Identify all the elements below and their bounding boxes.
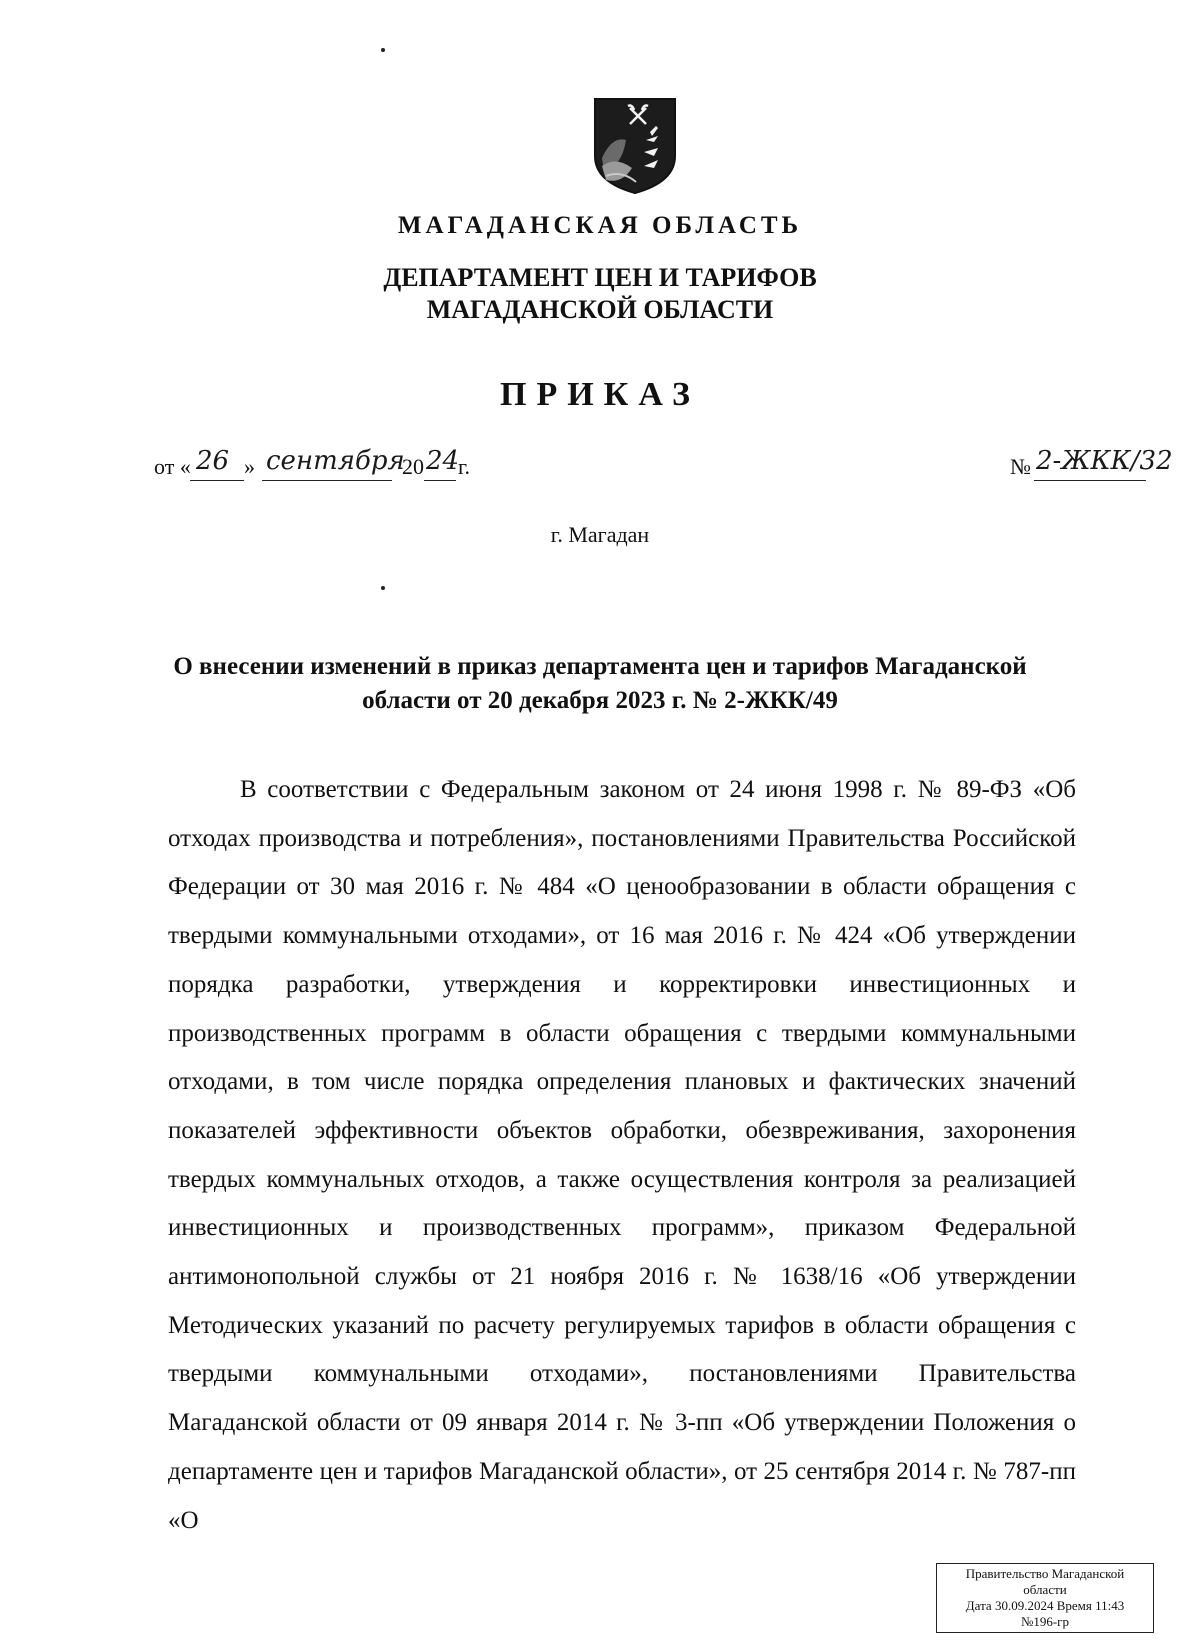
- date-month-underline: [262, 480, 392, 481]
- document-type-heading: ПРИКАЗ: [500, 376, 700, 413]
- number-line: [1010, 446, 1173, 486]
- number-underline: [1034, 480, 1146, 481]
- stamp-line-number: №196-гр: [1020, 1614, 1070, 1629]
- scan-speck: [381, 48, 385, 52]
- registration-stamp: [936, 1563, 1154, 1633]
- date-year-handwritten: 24: [426, 446, 460, 476]
- date-prefix: от «: [154, 454, 191, 479]
- body-paragraph: В соответствии с Федеральным законом от 24 июня 1998 г. № 89-ФЗ «Об отходах производства и потребления», постановлениями Правительства Российской Федерации от 30 мая 2016 г. № 484 «О ценообразовании в области обращения с твердыми коммунальными отходами», от 16 мая 2016 г. № 424 «Об утверждении порядка разработки, утверждения и корректировки инвестиционных и производственных программ в области обращения с твердыми коммунальными отходами, в том числе порядка определения плановых и фактических значений показателей эффективности объектов обработки, обезвреживания, захоронения твердых коммунальных отходов, а также осуществления контроля за реализацией инвестиционных и производственных программ», приказом Федеральной антимонопольной службы от 21 ноября 2016 г. № 1638/16 «Об утверждении Методических указаний по расчету регулируемых тарифов в области обращения с твердыми коммунальными отходами», постановлениями Правительства Магаданской области от 09 января 2014 г. № 3-пп «Об утверждении Положения о департаменте цен и тарифов Магаданской области», от 25 сентября 2014 г. № 787-пп «О: [168, 776, 1076, 1534]
- stamp-line-date-time: Дата 30.09.2024 Время 11:43: [965, 1598, 1125, 1613]
- stamp-line-region: области: [1023, 1582, 1067, 1597]
- department-heading-line1: ДЕПАРТАМЕНТ ЦЕН И ТАРИФОВ: [383, 263, 817, 292]
- coat-of-arms-emblem: [592, 96, 678, 196]
- document-title: О внесении изменений в приказ департамента цен и тарифов Магаданской области от 20 декабря 2023 г. № 2-ЖКК/49: [173, 653, 1027, 714]
- number-handwritten: 2-ЖКК/32: [1036, 446, 1173, 476]
- scan-speck: [381, 586, 385, 590]
- date-quote-close: »: [244, 454, 255, 479]
- date-year-prefix: 20: [402, 454, 424, 479]
- date-day-handwritten: 26: [196, 446, 230, 476]
- date-month-handwritten: сентября: [266, 446, 405, 476]
- date-year-underline: [424, 480, 456, 481]
- date-day-underline: [190, 480, 244, 481]
- date-line: [154, 446, 494, 486]
- date-year-end: г.: [458, 454, 471, 479]
- stamp-line-organization: Правительство Магаданской: [965, 1566, 1125, 1581]
- department-heading: [0, 262, 1200, 326]
- city-label: г. Магадан: [550, 522, 650, 547]
- department-heading-line2: МАГАДАНСКОЙ ОБЛАСТИ: [426, 295, 774, 324]
- number-prefix: №: [1010, 454, 1031, 479]
- region-heading: МАГАДАНСКАЯ ОБЛАСТЬ: [397, 212, 803, 239]
